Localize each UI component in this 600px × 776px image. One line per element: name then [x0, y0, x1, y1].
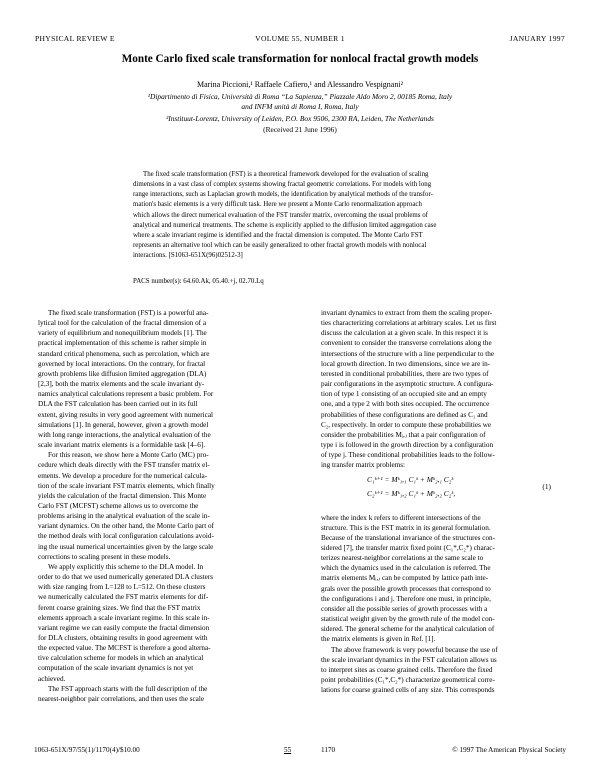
paragraph [38, 450, 268, 562]
text-line: yields the calculation of the fractal dimension. This Monte [38, 491, 207, 500]
paragraph [38, 308, 268, 450]
text-line: DLA the FST calculation has been carried out in its full [38, 400, 198, 409]
footer-code: 1063-651X/97/55(1)/1170(4)/$10.00 [34, 746, 140, 754]
text-line: where the index k refers to different intersections of the [321, 513, 481, 522]
footer-volume: 55 [284, 746, 292, 754]
text-line: invariant dynamics to extract from them the scaling proper- [321, 309, 493, 317]
text-line: intersections of the structure with a line perpendicular to the [321, 349, 495, 358]
text-line: computation of the scale invariant dynamics is not yet [38, 664, 194, 673]
abstract [133, 170, 467, 261]
text-line: structure. This is the FST matrix in its general formulation. [321, 523, 491, 532]
text-line: ties characterizing correlations at arbitrary scales. Let us first [321, 319, 497, 328]
abstract-line: represents an alternative tool which can be easily generalized to other fractal growth models with nonlocal [133, 242, 427, 250]
abstract-line: dimensions in a vast class of complex systems showing fractal geometric correlations. For models with long [133, 181, 432, 189]
text-line: elements approach a scale invariant regime. In this scale in- [38, 613, 210, 622]
text-line: tion of the scale invariant FST matrix elements, which finally [38, 481, 215, 490]
text-line: of type j. These conditional probabilities leads to the follow- [321, 451, 495, 460]
text-line: type i is followed in the growth direction by a configuration [321, 441, 494, 450]
text-line: sidered [7], the transfer matrix fixed point (C₁*,C₂*) charac- [321, 543, 495, 552]
text-line: ferent coarse graining sizes. We find that the FST matrix [38, 603, 201, 612]
text-line: Carlo FST (MCFST) scheme allows us to overcome the [38, 501, 199, 510]
paragraph [321, 645, 551, 696]
journal-name: PHYSICAL REVIEW E [35, 34, 115, 43]
paragraph [321, 513, 551, 645]
text-line: corrections to scaling present in these models. [38, 552, 171, 561]
text-line: simulations [1]. In general, however, given a growth model [38, 420, 209, 429]
text-line: growth problems like diffusion limited aggregation (DLA) [38, 369, 207, 378]
text-line: consider all the possible series of growth processes with a [321, 604, 488, 613]
received-date: (Received 21 June 1996) [263, 125, 337, 134]
text-line: namics analytical calculations represent a basic problem. For [38, 390, 214, 399]
paragraph [321, 308, 551, 471]
text-line: [2,3], both the matrix elements and the scale invariant dy- [38, 380, 205, 389]
affiliation-1: ¹Dipartimento di Fisica, Università di Roma “La Sapienza,” Piazzale Aldo Moro 2, 00185 Roma, Italy [147, 92, 453, 101]
left-column [38, 308, 268, 704]
text-line: local growth direction. In two dimensions, since we are in- [321, 359, 491, 368]
text-line: ing the usual numerical uncertainties given by the large scale [38, 542, 214, 551]
text-line: the scale invariant dynamics in the FST calculation allows us [321, 655, 497, 664]
abstract-line: range interactions, such as Laplacian growth models, the identification by analytical methods of the transfor- [133, 191, 433, 199]
text-line: with size ranging from L=128 to L=512. On these clusters [38, 583, 206, 592]
text-line: nearest-neighbor pair correlations, and then uses the scale [38, 694, 205, 703]
paper-title: Monte Carlo fixed scale transformation for nonlocal fractal growth models [121, 53, 479, 65]
text-line: For this reason, we show here a Monte Carlo (MC) pro- [48, 451, 209, 460]
text-line: statistical weight given by the growth rule of the model con- [321, 615, 495, 624]
text-line: problems arising in the analytical evaluation of the scale in- [38, 512, 210, 521]
text-line: probabilities of these configurations are defined as C₁ and [321, 410, 488, 419]
text-line: standard critical phenomena, such as percolation, which are [38, 349, 210, 358]
text-line: grals over the possible growth processes that correspond to [321, 584, 491, 593]
text-line: the method deals with local configuration calculations avoid- [38, 532, 214, 541]
pacs-numbers: PACS number(s): 64.60.Ak, 05.40.+j, 02.70.Lq [133, 278, 264, 285]
equation-row-1: C₁ᵏ⁺¹ = Mᵏ₁,₁ C₁ᵏ + Mᵏ₂,₁ C₂ᵏ [367, 474, 454, 484]
text-line: one, and a type 2 with both sites occupied. The occurrence [321, 400, 490, 409]
page-number: 1170 [321, 746, 336, 754]
abstract-line: interactions. [S1063-651X(96)02512-3] [133, 252, 243, 260]
volume-number: VOLUME 55, NUMBER 1 [255, 34, 345, 43]
affiliation-2: ²Instituut-Lorentz, University of Leiden, P.O. Box 9506, 2300 RA, Leiden, The Netherlands [166, 114, 434, 123]
text-line: variant dynamics. On the other hand, the Monte Carlo part of [38, 522, 215, 531]
text-line: order to do that we used numerically generated DLA clusters [38, 573, 214, 582]
text-line: the configurations i and j. Therefore one must, in principle, [321, 594, 491, 603]
text-line: practical implementation of this scheme is rather simple in [38, 339, 207, 348]
text-line: The above framework is very powerful because the use of [331, 645, 498, 654]
text-line: consider the probabilities Mᵢ,ⱼ that a pair configuration of [321, 430, 486, 439]
text-line: lytical tool for the calculation of the fractal dimension of a [38, 319, 207, 328]
equation-number: (1) [542, 481, 551, 491]
abstract-line: The fixed scale transformation (FST) is a theoretical framework developed for the evaluation of scaling [143, 171, 429, 178]
text-line: Because of the translational invariance of the structures con- [321, 533, 496, 542]
issue-date: JANUARY 1997 [509, 34, 565, 43]
text-line: scale invariant matrix elements is a formidable task [4–6]. [38, 441, 206, 450]
text-line: tion of type 1 consisting of an occupied site and an empty [321, 390, 487, 399]
text-line: C₂, respectively. In order to compute these probabilities we [321, 420, 492, 429]
right-column [321, 308, 551, 695]
right-column-top [321, 308, 551, 471]
text-line: terizes nearest-neighbor correlations at the same scale to [321, 554, 484, 563]
equation-row-2: C₂ᵏ⁺¹ = Mᵏ₁,₂ C₁ᵏ + Mᵏ₂,₂ C₂ᵏ, [367, 488, 456, 498]
text-line: discuss the calculation at a given scale. In this respect it is [321, 329, 488, 338]
text-line: extent, giving results in very good agreement with numerical [38, 410, 214, 419]
text-line: with long range interactions, the analytical evaluation of the [38, 430, 211, 439]
text-line: variety of equilibrium and nonequilibrium models [1]. The [38, 329, 207, 338]
text-line: variant regime we can easily compute the fractal dimension [38, 623, 210, 632]
text-line: The fixed scale transformation (FST) is a powerful ana- [48, 309, 209, 317]
text-line: the expected value. The MCFST is therefore a good alterna- [38, 644, 211, 653]
text-line: governed by local interactions. On the contrary, for fractal [38, 359, 206, 368]
text-line: for DLA clusters, obtaining results in good agreement with [38, 634, 208, 642]
text-line: ements. We develop a procedure for the numerical calcula- [38, 471, 208, 480]
text-line: We apply explicitly this scheme to the DLA model. In [48, 562, 204, 571]
right-column-bottom [321, 513, 551, 696]
abstract-line: mation's basic elements is a very difficult task. Here we present a Monte Carlo renormalization approach [133, 201, 422, 209]
equation-1 [321, 475, 551, 509]
text-line: terested in conditional probabilities, there are two types of [321, 369, 489, 378]
text-line: the matrix elements is given in Ref. [1]. [321, 635, 436, 644]
text-line: sidered. The general scheme for the analytical calculation of [321, 625, 495, 634]
author-list: Marina Piccioni,¹ Raffaele Cafiero,¹ and Alessandro Vespignani² [197, 80, 403, 89]
text-line: cedure which deals directly with the FST transfer matrix el- [38, 461, 210, 470]
text-line: point probabilities (C₁*,C₂*) characterize geometrical corre- [321, 676, 495, 684]
abstract-line: where a scale invariant regime is identified and the fractal dimension is computed. The Monte Carlo FST [133, 231, 423, 239]
text-line: convenient to consider the transverse correlations along the [321, 339, 492, 348]
text-line: The FST approach starts with the full description of the [48, 684, 208, 693]
text-line: achieved. [38, 674, 66, 683]
paragraph [38, 684, 268, 704]
text-line: which the dynamics used in the calculation is referred. The [321, 564, 491, 573]
text-line: matrix elements Mᵢ,ⱼ can be computed by lattice path inte- [321, 574, 489, 583]
text-line: tive calculation scheme for models in which an analytical [38, 654, 204, 663]
paragraph [38, 562, 268, 684]
text-line: pair configurations in the asymptotic structure. A configura- [321, 380, 494, 389]
text-line: ing transfer matrix problems: [321, 461, 406, 470]
text-line: to interpret sites as coarse grained cells. Therefore the fixed [321, 665, 493, 674]
text-line: we numerically calculated the FST matrix elements for dif- [38, 593, 209, 602]
affiliation-1b: and INFM unità di Roma I, Roma, Italy [241, 102, 359, 111]
copyright: © 1997 The American Physical Society [452, 746, 566, 754]
abstract-line: which allows the direct numerical evaluation of the FST transfer matrix, overcoming the usual problems of [133, 211, 428, 219]
abstract-line: analytical and numerical treatments. The scheme is explicitly applied to the diffusion limited aggregation case [133, 221, 437, 229]
text-line: lations for coarse grained cells of any size. This corresponds [321, 686, 495, 695]
